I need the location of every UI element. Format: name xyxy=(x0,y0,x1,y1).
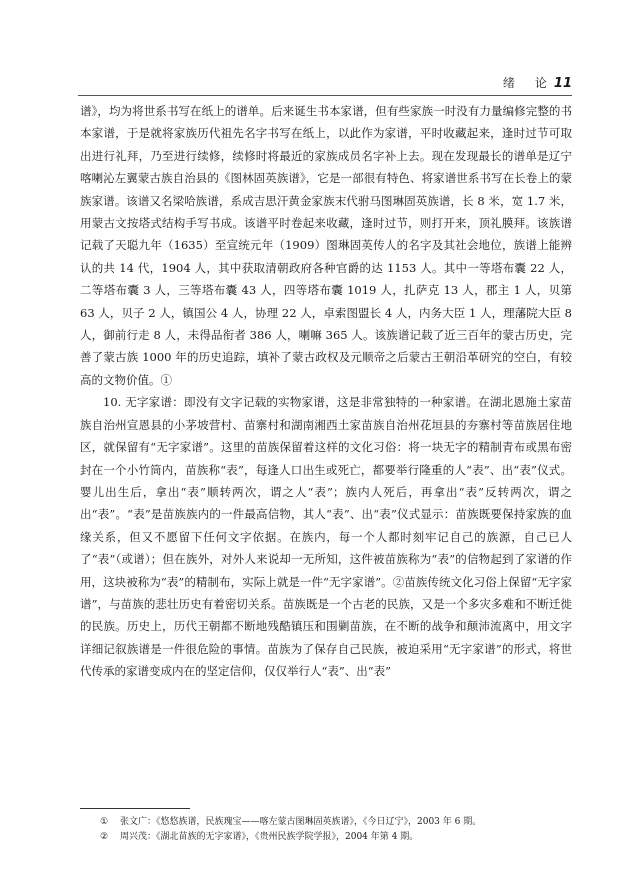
chapter-title: 绪 论 xyxy=(502,76,551,90)
footnote-divider xyxy=(80,808,190,809)
footnote-1 xyxy=(100,815,570,830)
footnote-mark: ① xyxy=(100,817,109,827)
page-number: 11 xyxy=(553,76,572,91)
footnote-text: 周兴茂：《湖北苗族的无字家谱》，《贵州民族学院学报》，2004 年第 4 期。 xyxy=(120,832,419,842)
paragraph-wordless-genealogy: 10. 无字家谱：即没有文字记载的实物家谱，这是非常独特的一种家谱。在湖北恩施土家苗族自治州宣恩县的小茅坡营村、苗寨村和湖南湘西土家苗族自治州花垣县的夯寨村等苗族居住地区，就保留有“无字家谱”。这里的苗族保留着这样的文化习俗：将一块无字的精制青布或黑布密封在一个小竹筒内，苗族称“表”，每逢人口出生或死亡，都要举行隆重的人“表”、出“表”仪式。婴儿出生后，拿出“表”顺转两次，谓之人“表”；族内人死后，再拿出“表”反转两次，谓之出“表”。“表”是苗族族内的一件最高信物，其人“表”、出“表”仪式显示：苗族既要保持家族的血缘关系，但又不愿留下任何文字依据。在族内，每一个人都时刻牢记自己的族源，自己已人了“表”（或谱）；但在族外，对外人来说却一无所知，这件被苗族称为“表”的信物起到了家谱的作用，这块被称为“表”的精制布，实际上就是一件“无字家谱”。②苗族传统文化习俗上保留“无字家谱”，与苗族的悲壮历史有着密切关系。苗族既是一个古老的民族，又是一个多灾多难和不断迁徙的民族。历史上，历代王朝都不断地残酷镇压和围剿苗族，在不断的战争和颠沛流离中，用文字详细记叙族谱是一件很危险的事情。苗族为了保存自己民族，被迫采用“无字家谱”的形式，将世代传承的家谱变成内在的坚定信仰，仅仅举行人“表”、出“表” xyxy=(80,395,572,679)
paragraph-continuation: 谱》，均为将世系书写在纸上的谱单。后来诞生书本家谱，但有些家族一时没有力量编修完整的书本家谱，于是就将家族历代祖先名字书写在纸上，以此作为家谱，平时收藏起来，逢时过节可取出进行礼拜，乃至进行续修，续修时将最近的家族成员名字补上去。现在发现最长的谱单是辽宁喀喇沁左翼蒙古族自治县的《图林固英族谱》，它是一部很有特色、将家谱世系书写在长卷上的蒙族家谱。该谱又名梁哈族谱，系成吉思汗黄金家族末代驸马图琳固英族谱，长 8 米，宽 1.7 米，用蒙古文按塔式结构手写书成。该谱平时卷起来收藏，逢时过节，则打开来，顶礼膜拜。该族谱记载了天聪九年（1635）至宣统元年（1909）图琳固英传人的名字及其社会地位，族谱上能辨认的共 14 代，1904 人，其中获取清朝政府各种官爵的达 1153 人。其中一等塔布囊 22 人，二等塔布囊 3 人，三等塔布囊 43 人，四等塔布囊 1019 人，扎萨克 13 人，郡主 1 人，贝第 63 人，贝子 2 人，镇国公 4 人，协理 22 人，卓索图盟长 4 人，内务大臣 1 人，理藩院大臣 8 人，御前行走 8 人，未得品衔者 386 人，喇嘛 365 人。该族谱记载了近三百年的蒙古历史，完善了蒙古族 1000 年的历史追踪，填补了蒙古政权及元顺帝之后蒙古王朝沿革研究的空白，有较高的文物价值。① xyxy=(80,104,572,387)
body-text xyxy=(80,100,572,683)
footnote-text: 张文广：《悠悠族谱，民族瑰宝——喀左蒙古图琳固英族谱》，《今日辽宁》，2003 年 6 期。 xyxy=(120,817,482,827)
running-header xyxy=(503,74,572,91)
footnote-mark: ② xyxy=(100,832,109,842)
footnotes xyxy=(100,815,570,845)
footnote-2 xyxy=(100,830,570,845)
header-divider xyxy=(78,95,572,96)
